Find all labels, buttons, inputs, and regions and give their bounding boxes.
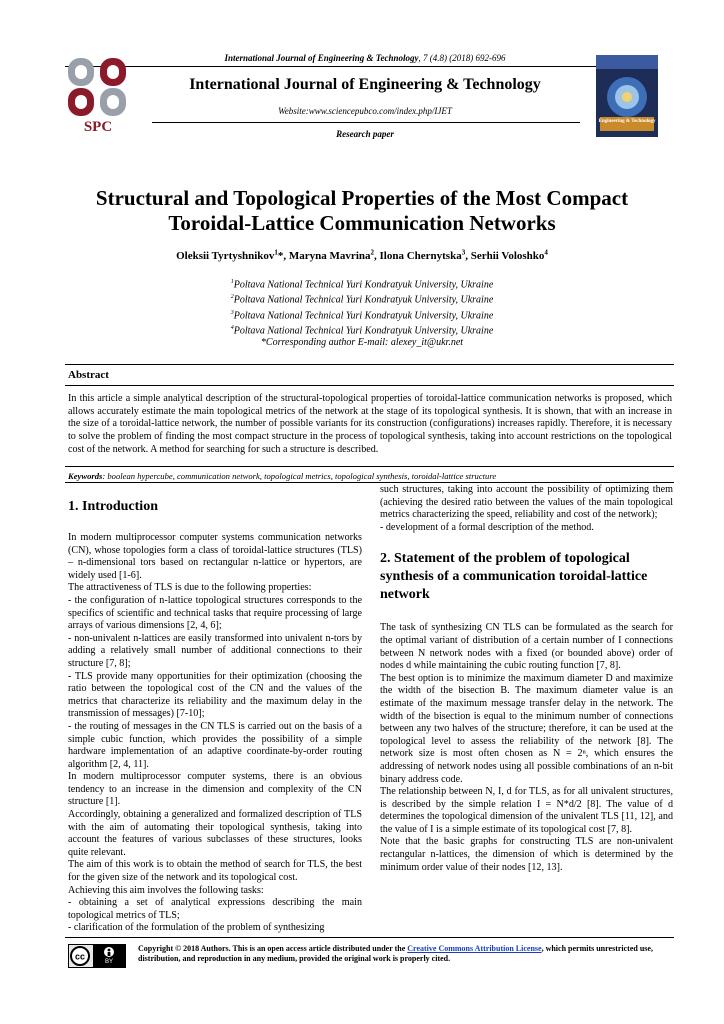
license-link[interactable]: Creative Commons Attribution License — [407, 944, 542, 953]
header-rule-top — [65, 66, 658, 67]
paragraph: Achieving this aim involves the following tasks: — [68, 884, 264, 896]
paragraph: Note that the basic graphs for constructing TLS are non-univalent rectangular n-lattices, the dimension of which is determined by the minimum order value of their nodes [12, 13]. — [380, 836, 673, 873]
abstract-rule-bottom — [65, 466, 674, 467]
affiliation: $^1$Poltava National Technical Yuri Kondratyuk University, Ukraine — [230, 279, 494, 291]
affiliation: $^2$Poltava National Technical Yuri Kondratyuk University, Ukraine — [230, 294, 494, 306]
paragraph: The aim of this work is to obtain the method of search for TLS, the best for the given size of the network and its topological cost. — [68, 859, 362, 884]
abstract-heading: Abstract — [68, 369, 109, 381]
author-list — [40, 248, 684, 262]
journal-website: Website:www.sciencepubco.com/index.php/IJET — [278, 106, 452, 116]
paragraph: In modern multiprocessor computer systems, there is an obvious tendency to an increase in the dimension and complexity of the CN structure [1]. — [68, 771, 362, 808]
affiliation: $^3$Poltava National Technical Yuri Kondratyuk University, Ukraine — [230, 309, 494, 321]
journal-title: International Journal of Engineering & Technology — [189, 76, 541, 93]
title-line-1: Structural and Topological Properties of the Most Compact — [95, 186, 629, 210]
copyright-text-end: , which permits unrestricted use, distribution, and reproduction in any medium, provided the original work is properly cited. — [138, 944, 653, 963]
paragraph: The task of synthesizing CN TLS can be formulated as the search for the optimal variant of distribution of a certain number of I connections between N network nodes with a fixed (or bounded above) order of nodes d while maintaining the cubic routing function [7, 8]. — [380, 622, 673, 672]
paragraph: Accordingly, obtaining a generalized and formalized description of TLS with the aim of automating their topological synthesis, taking into account the features of various subclasses of these structures, looks quite relevant. — [68, 809, 362, 858]
header-rule-bottom — [152, 122, 580, 123]
cc-by-badge — [68, 944, 126, 968]
paragraph: - the routing of messages in the CN TLS is carried out on the basis of a simple cubic function, which provides the possibility of a simple hardware implementation of an adaptive coordinate-by-order routing algorithm [2, 4, 11]. — [68, 720, 362, 770]
paragraph: The best option is to minimize the maximum diameter D and maximize the width of the bisection B. The maximum diameter value is an estimate of the maximum message transfer delay in the network. The width of the bisection is equal to the minimum number of connections between any two halves of the structure; therefore, it can be used at the topological level to assess the reliability of the network [8]. The network size is most often chosen as N = 2ⁿ, which ensures the addressing of network nodes using all possible combinations of an n-bit binary address code. — [380, 672, 673, 785]
keywords-text: : boolean hypercube, communication network, topological metrics, topological synthesis, toroidal-lattice structure — [102, 471, 497, 481]
paragraph: - non-univalent n-lattices are easily transformed into univalent n-tors by adding a relatively small number of additional connections to their structure [7, 8]; — [68, 632, 362, 669]
citation-journal: International Journal of Engineering & Technology — [224, 53, 419, 63]
svg-text:cc: cc — [74, 951, 86, 962]
section-heading-problem-statement: 2. Statement of the problem of topological synthesis of a communication toroidal-lattice network — [380, 551, 648, 603]
paragraph: - clarification of the formulation of the problem of synthesizing — [68, 922, 325, 934]
section-heading-introduction: 1. Introduction — [68, 499, 158, 514]
journal-cover — [596, 55, 658, 137]
cc-by-label: BY — [104, 959, 113, 965]
paragraph: - obtaining a set of analytical expressions describing the main topological metrics of TLS; — [68, 897, 362, 921]
cover-caption: Engineering & Technology — [598, 119, 656, 124]
citation-volume: , 7 (4.8) (2018) 692-696 — [418, 53, 506, 63]
column-left — [68, 498, 362, 935]
paragraph: such structures, taking into account the possibility of optimizing them (achieving the desired ratio between the values of the main topological metrics characterizing the speed, reliability and cost of the network); — [380, 484, 673, 521]
author: Ilona Chernytska$^3$, — [379, 248, 471, 262]
paragraph: In modern multiprocessor computer systems communication networks (CN), whose topologies form a class of toroidal-lattice structures (TLS) – n-dimensional tors based on rectangular n-lattice or hypertors, are widely used [1-6]. — [68, 532, 362, 581]
abstract-rule-top — [65, 364, 674, 365]
paper-title — [40, 186, 684, 236]
keywords-label: Keywords — [68, 471, 103, 481]
paragraph: - TLS provide many opportunities for their optimization (choosing the ratio between the topological cost of the CN and the values of the metrics that characterize its reliability and the maximum delay in the transmission of messages) [7-10]; — [68, 670, 362, 720]
paragraph: - development of a formal description of the method. — [380, 521, 594, 533]
paragraph: The relationship between N, I, d for TLS, as for all univalent structures, is described by the simple relation I = N*d/2 [8]. The value of d determines the topological dimension of the univalent TLS [11, 12], and the value of I is a simple estimate of its topological cost [7, 8]. — [380, 786, 673, 835]
keywords-rule — [65, 482, 674, 483]
publisher-logo — [62, 52, 134, 140]
abstract-text: In this article a simple analytical description of the structural-topological properties of toroidal-lattice communication networks is proposed, which allows accurately estimate the main topological metrics of the network at the stage of its topological synthesis. It is shown, that with an increase in the size of a toroidal-lattice network, the number of possible variants for its construction (configurations) increases rapidly. Therefore, it is necessary to solve the problem of finding the most compact structure in the process of topological synthesis, taking into account restrictions on the topological cost of the network. A method for searching for such a structure is described. — [68, 393, 672, 455]
keywords — [68, 471, 496, 481]
column-right — [380, 484, 673, 874]
author: Serhii Voloshko$^4$ — [470, 248, 548, 262]
title-line-2: Toroidal-Lattice Communication Networks — [168, 211, 556, 235]
corresponding-author: *Corresponding author E-mail: alexey_it@ukr.net — [260, 337, 464, 349]
author: Oleksii Tyrtyshnikov$^1$*, — [176, 248, 289, 262]
logo-text: SPC — [83, 119, 113, 135]
affiliation: $^4$Poltava National Technical Yuri Kondratyuk University, Ukraine — [230, 324, 494, 337]
paragraph: The attractiveness of TLS is due to the following properties: — [68, 582, 312, 594]
paper-type: Research paper — [336, 129, 394, 139]
footer-rule — [65, 937, 674, 938]
affiliations — [100, 276, 624, 349]
copyright-text: Copyright © 2018 Authors. This is an open access article distributed under the — [138, 944, 408, 953]
abstract-rule-mid — [65, 385, 674, 386]
citation-line — [150, 53, 580, 63]
copyright-notice — [138, 944, 673, 964]
author: Maryna Mavrina$^2$, — [288, 248, 380, 262]
paragraph: - the configuration of n-lattice topological structures corresponds to the specifics of scientific and technical tasks that require processing of large arrays of various dimensions [2, 4, 6]; — [68, 594, 362, 632]
